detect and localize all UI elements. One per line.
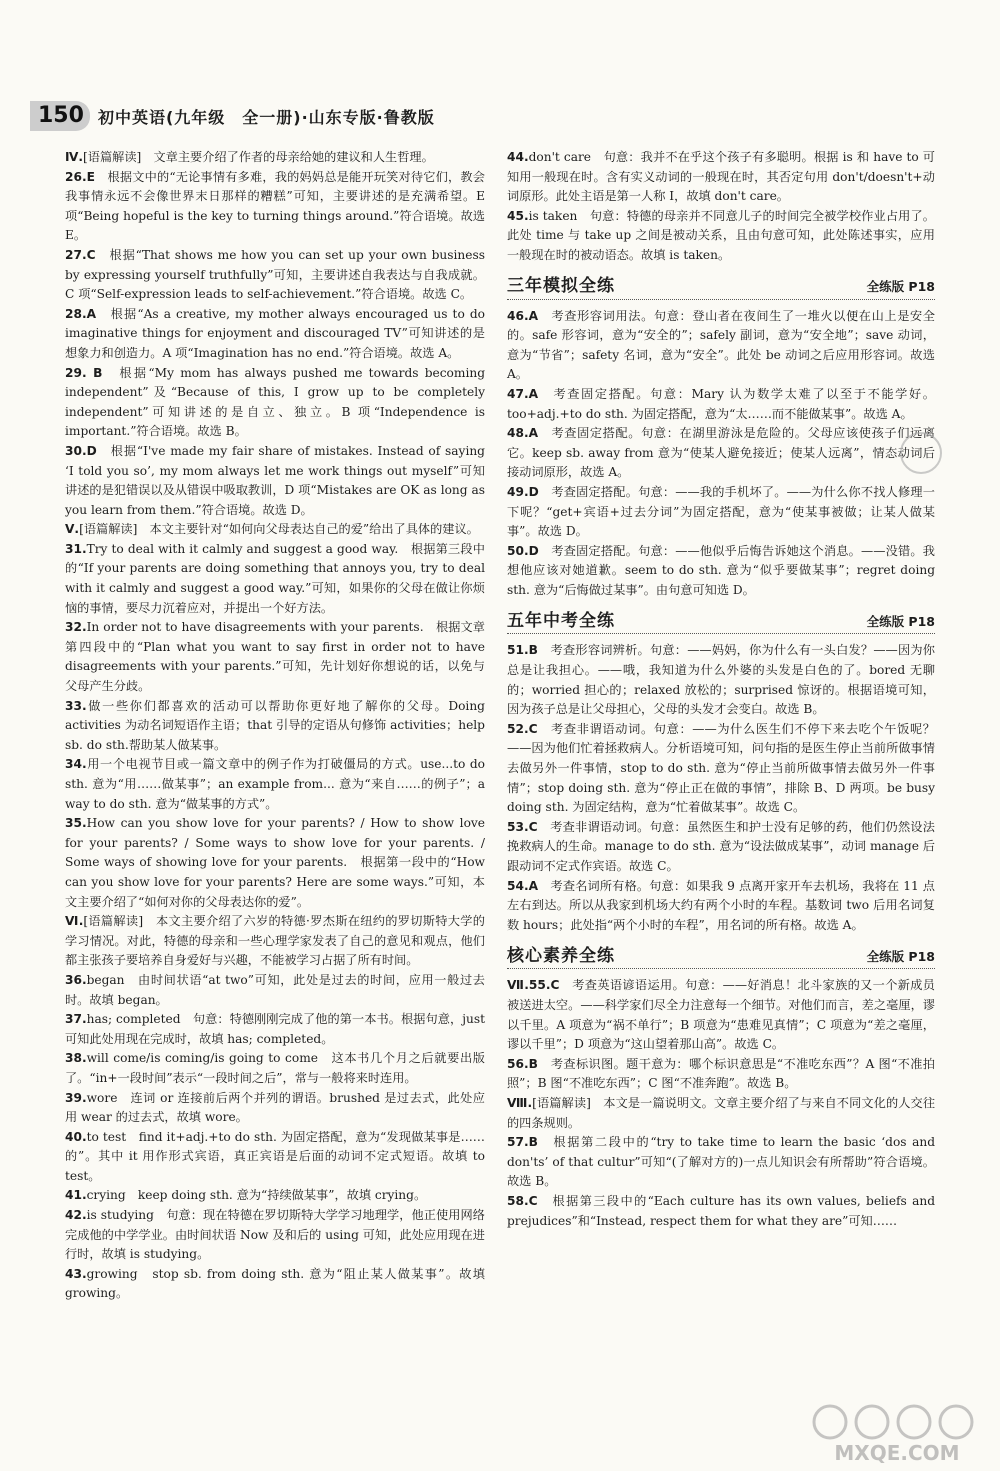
stamp-mark: [900, 432, 942, 474]
answer-text: is studying 句意：现在特德在罗切斯特大学学习地理学，他正使用网络完成他的中学学业。由时间状语 Now 及和后的 using 可知，此处应用现在进行时，故填 is studying。: [65, 1208, 485, 1262]
answer-text: 考查形容词辨析。句意：——妈妈，你为什么有一头白发？——因为你总是让我担心。——哦，我知道为什么外婆的头发是白色的了。bored 无聊的；worried 担心的；relaxed 放松的；surprised 惊讶的。根据语境可知，因为孩子总是让父母担心，父母的头发才会变白。故选 B。: [507, 643, 935, 717]
answer-item: [507, 877, 935, 936]
answer-number: 27.C: [65, 247, 96, 262]
answer-text: 根据第二段中的“try to take time to learn the basic ‘dos and don'ts’ of that cultur”可知“(了解对方的)一点儿知识会有所帮助”符合语境。故选 B。: [507, 1135, 935, 1189]
answer-item: [507, 385, 935, 424]
section-header: [507, 609, 935, 634]
answer-number: Ⅷ.: [507, 1095, 533, 1110]
answer-number: 58.C: [507, 1193, 538, 1208]
answer-text: Try to deal with it calmly and suggest a good way. 根据第三段中的“If your parents are doing something that annoys you, try to deal with it calmly and suggest a good way.”可知，如果你的父母在做让你烦恼的事情，要尽力沉着应对，并提出一个好方法。: [65, 541, 485, 615]
section-page-ref: 全练版 P18: [866, 948, 935, 964]
page-number: 150: [30, 101, 90, 131]
answer-text: crying keep doing sth. 意为“持续做某事”，故填 crying。: [86, 1188, 427, 1203]
answer-number: 39.: [65, 1090, 87, 1105]
answer-text: [语篇解读] 本文是一篇说明文。文章主要介绍了与来自不同文化的人交往的四条规则。: [507, 1095, 936, 1130]
answer-item: [65, 1186, 485, 1206]
section-header: [507, 275, 935, 300]
answer-text: 根据“That shows me how you can set up your own business by expressing yourself truthfully”可知，主要讲述自我表达与自我成就。C 项“Self-expression leads to self-achievement.”符合语境。故选 C。: [65, 247, 485, 302]
answer-item: [507, 641, 935, 719]
answer-number: 36.: [65, 972, 87, 987]
answer-item: [65, 246, 485, 305]
section-header: [507, 944, 935, 969]
answer-number: 47.A: [507, 386, 539, 401]
answer-item: [65, 1089, 485, 1128]
answer-number: 28.A: [65, 306, 97, 321]
answer-item: [65, 1049, 485, 1088]
watermark-logo: [802, 1400, 992, 1466]
answer-item: [65, 305, 485, 364]
answer-number: 34.: [65, 757, 87, 772]
answer-item: [65, 1206, 485, 1265]
answer-text: 考查固定搭配。句意：——他似乎后悔告诉她这个消息。——没错。我想他应该对她道歉。seem to do sth. 意为“似乎要做某事”；regret doing sth. 意为“后悔做过某事”。由句意可知选 D。: [507, 543, 935, 597]
answer-number: Ⅳ.: [65, 150, 84, 164]
answer-item: [65, 971, 485, 1010]
section-title: 五年中考全练: [507, 610, 615, 631]
answer-number: 35.: [65, 816, 87, 831]
answer-number: 31.: [65, 541, 87, 556]
answer-text: 考查标识图。题干意为：哪个标识意思是“不准吃东西”？A 图“不准拍照”；B 图“不准吃东西”；C 图“不准奔跑”。故选 B。: [507, 1056, 935, 1091]
answer-item: [65, 364, 485, 442]
answer-item: [507, 1055, 935, 1094]
answer-item: [507, 1094, 935, 1133]
practice-sections: [507, 275, 935, 1232]
answer-item: [507, 976, 935, 1054]
section-title: 三年模拟全练: [507, 275, 615, 296]
answer-text: 根据“My mom has always pushed me towards becoming independent”及“Because of this, I grow up to be completely independent”可知讲述的是自立、独立。B 项“Independence is important.”符合语境。故选 B。: [65, 365, 485, 439]
answer-item: [507, 1133, 935, 1192]
answer-text: began 由时间状语“at two”可知，此处是过去的时间，应用一般过去时。故填 began。: [65, 972, 485, 1007]
answer-text: 根据文中的“无论事情有多难，我的妈妈总是能开玩笑对待它们，教会我事情永远不会像世界末日那样的糟糕”可知，主要讲述的是充满希望。E 项“Being hopeful is the key to turning things around.”符合语境。故选 E。: [65, 169, 485, 243]
answer-list-left: [65, 148, 485, 1304]
answer-text: wore 连词 or 连接前后两个并列的谓语。brushed 是过去式，此处应用 wear 的过去式，故填 wore。: [65, 1090, 485, 1125]
answer-number: 40.: [65, 1129, 87, 1144]
answer-item: [65, 520, 485, 540]
answer-text: 用一个电视节目或一篇文章中的例子作为打破僵局的方式。use...to do sth. 意为“用……做某事”；an example from... 意为“来自……的例子”；a way to do sth. 意为“做某事的方式”。: [65, 757, 485, 811]
answer-text: [语篇解读] 文章主要介绍了作者的母亲给她的建议和人生哲理。: [83, 150, 434, 164]
answer-number: 26.E: [65, 169, 95, 184]
answer-number: 37.: [65, 1012, 87, 1027]
answer-item: [507, 207, 935, 266]
answer-number: Ⅶ.55.C: [507, 978, 560, 993]
answer-number: Ⅵ.: [65, 914, 84, 929]
page-header: [30, 100, 500, 132]
answer-text: In order not to have disagreements with your parents. 根据文章第四段中的“Plan what you want to say first in order not to have disagreements with your parents.”可知，先计划好你想说的话，以免与父母产生分歧。: [65, 620, 485, 694]
answer-number: 33.: [65, 698, 87, 713]
answer-number: 53.C: [507, 819, 538, 834]
book-title: 初中英语(九年级 全一册)·山东专版·鲁教版: [97, 107, 435, 127]
answer-text: is taken 句意：特德的母亲并不同意儿子的时间完全被学校作业占用了。此处 time 与 take up 之间是被动关系，且由句意可知，此处陈述事实，应用一般现在时的被动语态。故填 is taken。: [507, 208, 935, 262]
answer-text: 根据第三段中的“Each culture has its own values, beliefs and prejudices”和“Instead, respect them for what they are”可知……: [507, 1193, 935, 1228]
answer-item: [65, 168, 485, 246]
answer-number: 43.: [65, 1266, 87, 1281]
answer-number: 52.C: [507, 721, 538, 736]
answer-text: growing stop sb. from doing sth. 意为“阻止某人做某事”。故填 growing。: [65, 1266, 485, 1301]
answer-item: [65, 755, 485, 814]
answer-item: [507, 720, 935, 818]
answer-item: [65, 1265, 485, 1304]
answer-item: [65, 148, 485, 168]
answer-text: has; completed 句意：特德刚刚完成了他的第一本书。根据句意，just 可知此处用现在完成时，故填 has; completed。: [65, 1012, 485, 1046]
answer-item: [65, 540, 485, 618]
answer-text: to test find it+adj.+to do sth. 为固定搭配，意为“发现做某事是……的”。其中 it 用作形式宾语，真正宾语是后面的动词不定式短语。故填 to test。: [65, 1129, 485, 1183]
answer-text: will come/is coming/is going to come 这本书几个月之后就要出版了。“in+一段时间”表示“一段时间之后”，常与一般将来时连用。: [65, 1051, 485, 1085]
answer-item: [65, 1010, 485, 1049]
answer-list-right-top: [507, 148, 935, 266]
answer-text: don't care 句意：我并不在乎这个孩子有多聪明。根据 is 和 have to 可知用一般现在时。含有实义动词的一般现在时，其否定句用 don't/doesn't+动词原形。此处主语是第一人称 I，故填 don't care。: [507, 150, 935, 204]
answer-number: 41.: [65, 1188, 87, 1203]
answer-text: [语篇解读] 本文主要针对“如何向父母表达自己的爱”给出了具体的建议。: [79, 522, 479, 537]
answer-number: 46.A: [507, 308, 539, 323]
answer-item: [507, 148, 935, 207]
section-page-ref: 全练版 P18: [866, 278, 935, 294]
answer-number: 56.B: [507, 1056, 538, 1071]
answer-text: 考查固定搭配。句意：在湖里游泳是危险的。父母应该使孩子们远离它。keep sb. away from 意为“使某人避免接近；使某人远离”，情态动词后接动词原形，故选 A。: [507, 426, 935, 480]
answer-text: 考查固定搭配。句意：Mary 认为数学太难了以至于不能学好。too+adj.+to do sth. 为固定搭配，意为“太……而不能做某事”。故选 A。: [507, 386, 935, 421]
answer-number: 42.: [65, 1208, 87, 1223]
answer-number: 54.A: [507, 878, 539, 893]
section-title: 核心素养全练: [507, 945, 615, 966]
answer-item: [65, 1128, 485, 1187]
answer-number: 51.B: [507, 643, 538, 658]
answer-text: 考查英语谚语运用。句意：——好消息！北斗家族的又一个新成员被送进太空。——科学家们尽全力注意每一个细节。对他们而言，差之毫厘，谬以千里。A 项意为“祸不单行”；B 项意为“患难见真情”；C 项意为“差之毫厘，谬以千里”；D 项意为“这山望着那山高”。故选 C。: [507, 978, 935, 1052]
watermark-text: MXQE.COM: [834, 1441, 960, 1465]
answer-item: [65, 618, 485, 696]
answer-item: [507, 483, 935, 542]
answer-text: 根据“I've made my fair share of mistakes. Instead of saying ‘I told you so’, my mom always let me work things out myself”可知讲述的是犯错误以及从错误中吸取教训，D 项“Mistakes are OK as long as you learn from them.”符合语境。故选 D。: [65, 443, 485, 517]
answer-text: 考查固定搭配。句意：——我的手机坏了。——为什么你不找人修理一下呢？“get+宾语+过去分词”为固定搭配，意为“使某事被做；让某人做某事”。故选 D。: [507, 484, 935, 539]
answer-text: 根据“As a creative, my mother always encouraged us to do imaginative things for enjoyment and discouraged TV”可知讲述的是想象力和创造力。A 项“Imagination has no end.”符合语境。故选 A。: [65, 306, 485, 360]
answer-number: 32.: [65, 620, 87, 635]
answer-number: 29. B: [65, 365, 103, 380]
answer-item: [65, 697, 485, 756]
right-column: [507, 148, 935, 1231]
answer-item: [65, 442, 485, 520]
answer-text: 考查非谓语动词。句意：——为什么医生们不停下来去吃个午饭呢？——因为他们忙着拯救病人。分析语境可知，问句指的是医生停止当前所做事情去做另外一件事情，stop to do sth. 意为“停止当前所做事情去做另外一件事情”；stop doing sth. 意为“停止正在做的事情”，排除 B、D 两项。be busy doing sth. 为固定结构，意为“忙着做某事”。故选 C。: [507, 721, 935, 815]
answer-item: [507, 1192, 935, 1231]
answer-number: 44.: [507, 150, 529, 164]
answer-item: [65, 912, 485, 971]
answer-number: 30.D: [65, 443, 97, 458]
answer-text: [语篇解读] 本文主要介绍了六岁的特德·罗杰斯在纽约的罗切斯特大学的学习情况。对此，特德的母亲和一些心理学家发表了自己的意见和观点，他们都主张孩子要培养自身爱好与兴趣，不能被学习占据了所有时间。: [65, 914, 485, 968]
answer-text: 考查名词所有格。句意：如果我 9 点离开家开车去机场，我将在 11 点左右到达。所以从我家到机场大约有两个小时的车程。基数词 two 后用名词复数 hours；此处指“两个小时的车程”，用名词的所有格。故选 A。: [507, 878, 935, 932]
left-column: [65, 148, 485, 1304]
answer-text: 考查非谓语动词。句意：虽然医生和护士没有足够的药，他们仍然设法挽救病人的生命。manage to do sth. 意为“设法做成某事”，动词 manage 后跟动词不定式作宾语。故选 C。: [507, 819, 935, 873]
answer-item: [65, 814, 485, 912]
answer-text: How can you show love for your parents? / How to show love for your parents? / Some ways to show love for your parents. / Some ways of showing love for your parents. 根据第一段中的“How can you show love for your parents? Here are some ways.”可知，本文主要介绍了“如何对你的父母表达你的爱”。: [65, 816, 485, 909]
answer-number: 49.D: [507, 484, 539, 499]
answer-number: 57.B: [507, 1135, 538, 1150]
answer-number: Ⅴ.: [65, 522, 80, 537]
answer-number: 48.A: [507, 426, 539, 441]
answer-item: [507, 818, 935, 877]
answer-number: 45.: [507, 208, 529, 223]
section-page-ref: 全练版 P18: [866, 613, 935, 629]
answer-number: 38.: [65, 1051, 87, 1066]
answer-number: 50.D: [507, 543, 539, 558]
answer-item: [507, 424, 935, 483]
answer-text: 考查形容词用法。句意：登山者在夜间生了一堆火以便在山上是安全的。safe 形容词，意为“安全的”；safely 副词，意为“安全地”；save 动词，意为“节省”；safety 名词，意为“安全”。此处 be 动词之后应用形容词。故选 A。: [507, 308, 935, 382]
answer-text: 做一些你们都喜欢的活动可以帮助你更好地了解你的父母。Doing activities 为动名词短语作主语；that 引导的定语从句修饰 activities；help sb. do sth.帮助某人做某事。: [65, 698, 485, 752]
answer-item: [507, 542, 935, 601]
answer-item: [507, 307, 935, 385]
